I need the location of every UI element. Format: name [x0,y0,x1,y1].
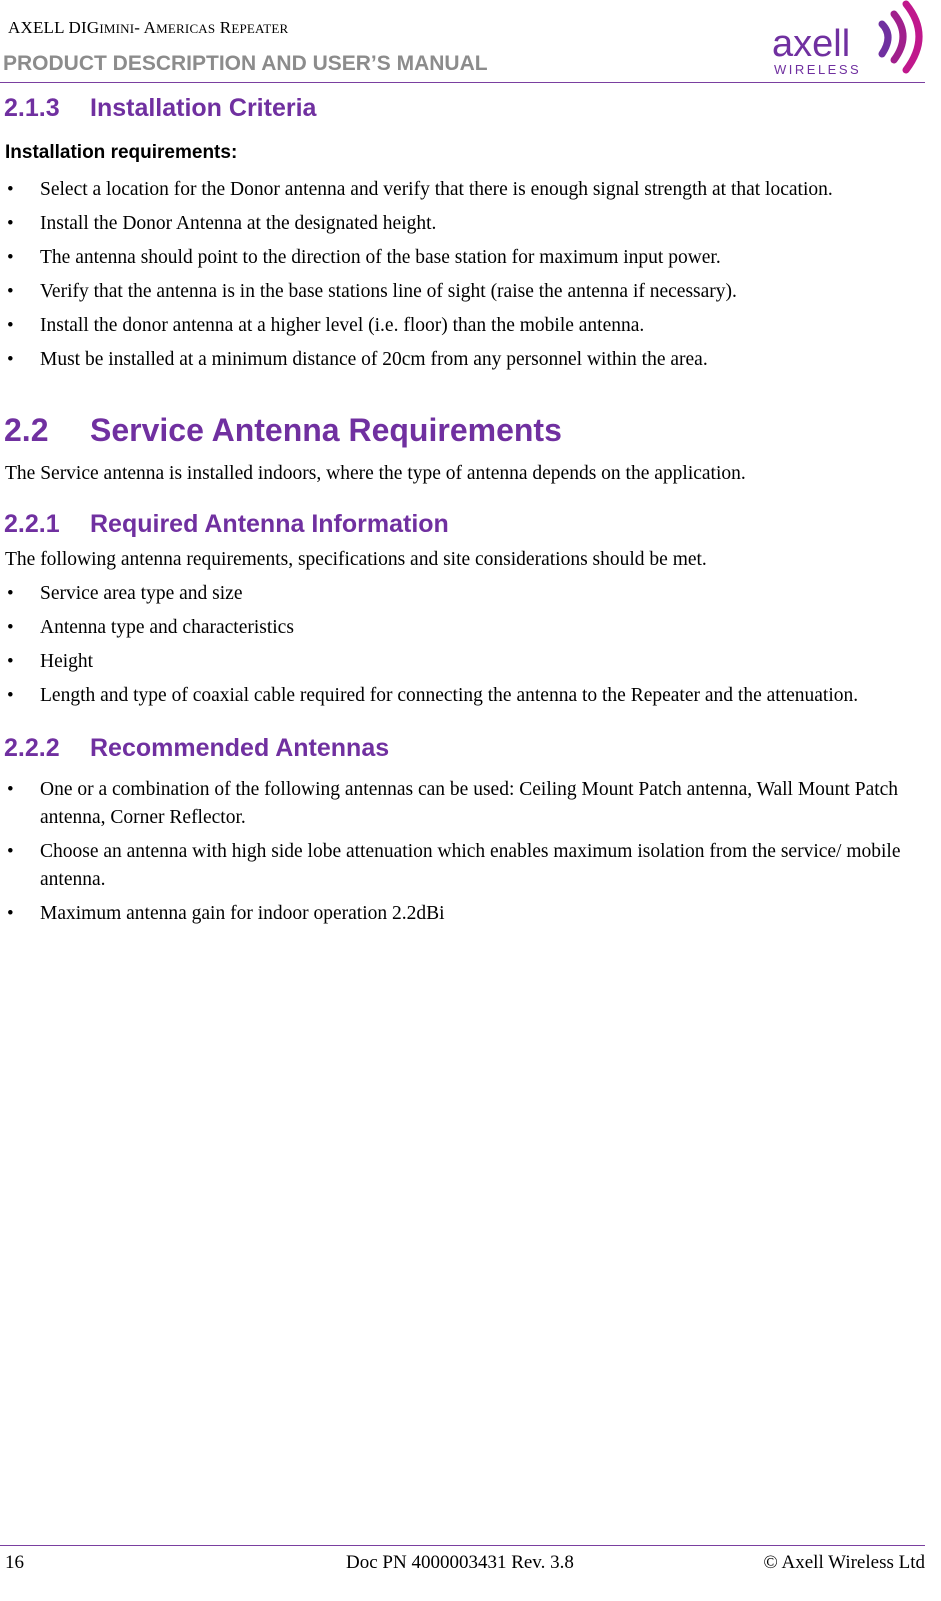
bullet-icon: • [7,617,14,638]
title-part: EPEATER [231,21,289,36]
document-number: Doc PN 4000003431 Rev. 3.8 [346,1552,574,1573]
title-part: MERICAS [156,21,216,36]
title-part: - A [134,18,157,37]
bullet-icon: • [7,841,14,862]
list-item-text: Maximum antenna gain for indoor operation 2.2dBi [40,903,445,924]
section-heading-2-2 [0,408,925,448]
list-item [0,244,925,272]
section-title: Service Antenna Requirements [90,412,562,448]
recommended-antennas-list [0,776,925,928]
list-item-text: The antenna should point to the direction of the base station for maximum input power. [40,247,721,268]
logo-wave-icon [882,24,888,54]
bullet-icon: • [7,349,14,370]
list-item [0,580,925,608]
list-item [0,614,925,642]
section-title: Recommended Antennas [90,734,390,762]
page-header [0,0,925,83]
section-number: 2.2 [4,412,49,448]
list-item-text: Must be installed at a minimum distance of 20cm from any personnel within the area. [40,349,708,370]
document-title [8,18,288,38]
list-item-text: Service area type and size [40,583,243,604]
document-subtitle: PRODUCT DESCRIPTION AND USER’S MANUAL [3,52,488,75]
list-item-text: Install the Donor Antenna at the designated height. [40,213,437,234]
section-number: 2.2.1 [4,510,60,538]
page-number: 16 [5,1552,24,1573]
section-title: Installation Criteria [90,94,317,122]
list-item-text: Select a location for the Donor antenna and verify that there is enough signal strength at that location. [40,179,833,200]
section-title: Required Antenna Information [90,510,449,538]
antenna-information-intro: The following antenna requirements, specifications and site considerations should be met. [5,549,707,570]
logo-text: axell [772,23,851,65]
list-item [0,278,925,306]
section-heading-2-1-3 [0,84,925,124]
bullet-icon: • [7,213,14,234]
title-part: MINI [103,21,135,36]
bullet-icon: • [7,179,14,200]
logo-subtext: WIRELESS [774,62,862,77]
title-part: R [215,18,232,37]
title-part: I [99,21,104,36]
bullet-icon: • [7,685,14,706]
bullet-icon: • [7,583,14,604]
installation-requirements-list [0,176,925,374]
list-item-text: One or a combination of the following antennas can be used: Ceiling Mount Patch antenna, Wall Mount Patch antenna, Corner Reflector. [40,779,899,828]
antenna-information-list [0,580,925,710]
page-footer [0,1545,925,1586]
list-item [0,210,925,238]
section-heading-2-2-2 [0,732,925,766]
copyright: © Axell Wireless Ltd [763,1552,925,1573]
list-item [0,682,925,710]
bullet-icon: • [7,651,14,672]
list-item [0,838,925,894]
list-item [0,776,925,832]
list-item-text: Install the donor antenna at a higher level (i.e. floor) than the mobile antenna. [40,315,645,336]
bullet-icon: • [7,247,14,268]
list-item-text: Length and type of coaxial cable required for connecting the antenna to the Repeater and the attenuation. [40,685,859,706]
list-item [0,900,925,928]
list-item-text: Height [40,651,94,672]
title-part: AXELL DIG [8,18,100,37]
page-content [0,84,925,928]
list-item [0,346,925,374]
axell-wireless-logo [770,0,930,78]
bullet-icon: • [7,281,14,302]
bullet-icon: • [7,315,14,336]
list-item [0,648,925,676]
service-antenna-intro: The Service antenna is installed indoors, where the type of antenna depends on the application. [5,463,746,484]
list-item [0,176,925,204]
list-item-text: Antenna type and characteristics [40,617,294,638]
list-item-text: Choose an antenna with high side lobe attenuation which enables maximum isolation from the service/ mobile antenna. [40,841,901,890]
logo-wave-icon [894,14,903,60]
list-item-text: Verify that the antenna is in the base stations line of sight (raise the antenna if necessary). [40,281,737,302]
bullet-icon: • [7,779,14,800]
section-heading-2-2-1 [0,508,925,542]
bullet-icon: • [7,903,14,924]
list-item [0,312,925,340]
section-number: 2.2.2 [4,734,60,762]
requirements-lead: Installation requirements: [5,142,238,163]
logo-wave-icon [906,4,919,70]
section-number: 2.1.3 [4,94,60,122]
